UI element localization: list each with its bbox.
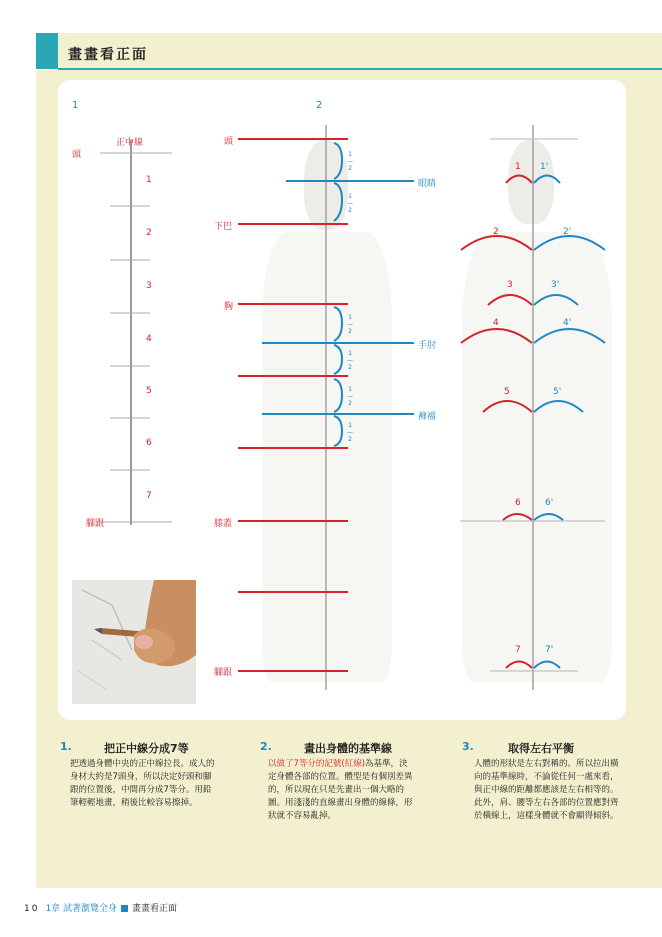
step-2-body-text: 為基準，決定身體各部的位置。體型是有個別差異的，所以現在只是先畫出一個大略的圖。用淺淺的直線畫出身體的線條，形狀就不容易亂掉。 xyxy=(268,759,413,821)
page-footer xyxy=(24,901,177,914)
fig1-label-head: 頭 xyxy=(72,150,82,160)
fig2-bracket-2 xyxy=(334,183,342,221)
fig2-bracket-6 xyxy=(334,416,342,446)
fig3-label-6: 6 xyxy=(515,498,521,508)
step-1-body: 把透過身體中央的正中線拉長。成人的身材大約是7頭身，所以決定好頭和腳跟的位置後，中間再分成7等分。用鉛筆輕輕地畫，稍後比較容易擦掉。 xyxy=(70,759,215,808)
step-2-body xyxy=(268,758,416,823)
fig3-arc-1-left xyxy=(506,176,532,184)
fig2-bracket-5 xyxy=(334,379,342,412)
fig1-div-3: 3 xyxy=(146,281,152,291)
fig3-arc-4-right xyxy=(534,329,605,343)
fig3-arc-3-left xyxy=(488,295,532,305)
fig3-arc-6-left xyxy=(503,514,532,520)
panel-number-1: 1 xyxy=(72,100,79,111)
fig3-label-5: 5 xyxy=(504,387,510,397)
fig1-div-7: 7 xyxy=(146,491,152,501)
footer-current-section: 畫畫看正面 xyxy=(132,904,178,914)
fig3-arc-2-right xyxy=(534,236,605,250)
fig1-label-heel: 腳跟 xyxy=(86,519,105,529)
fig3-arc-7-left xyxy=(506,662,532,669)
fig3-label-3p: 3' xyxy=(551,280,560,290)
fig3-label-7p: 7' xyxy=(545,645,554,655)
fig2-bracket-4 xyxy=(334,345,342,374)
fig2-label-chest: 胸 xyxy=(224,302,234,312)
fig2-bracket-3 xyxy=(334,307,342,341)
footer-square-icon xyxy=(121,905,128,912)
fig3-arc-1-right xyxy=(534,176,560,184)
fig2-fraction-5: 1 — 2 xyxy=(347,386,353,407)
fig2-label-heel: 腳跟 xyxy=(214,668,233,678)
page-title: 畫畫看正面 xyxy=(68,47,148,63)
fig1-div-4: 4 xyxy=(146,334,152,344)
panel-number-2: 2 xyxy=(316,100,323,111)
step-3-number: 3. xyxy=(462,740,474,753)
fig3-arc-6-right xyxy=(534,514,563,520)
step-1-title: 把正中線分成7等 xyxy=(104,742,189,755)
fig2-label-head: 頭 xyxy=(224,137,234,147)
fig3-arc-3-right xyxy=(534,295,578,305)
fig2-fraction-4: 1 — 2 xyxy=(347,350,353,371)
fig3-label-1: 1 xyxy=(515,162,521,172)
fig3-label-5p: 5' xyxy=(553,387,562,397)
step-3-body: 人體的形狀是左右對稱的。所以拉出橫向的基準線時，不論從任何一處來看，與正中線的距離都應該是左右相等的。此外，肩、腰等左右各部的位置應對齊於橫線上，這樣身體就不會顯得傾斜。 xyxy=(474,759,619,821)
fig3-label-4: 4 xyxy=(493,318,499,328)
fig2-label-knee: 膝蓋 xyxy=(214,519,233,529)
footer-chapter: 1章 試著瀏覽全身 xyxy=(45,904,118,914)
fig3-arc-7-right xyxy=(534,662,560,669)
fig3-label-2p: 2' xyxy=(563,227,572,237)
step-1-number: 1. xyxy=(60,740,72,753)
page-number: 10 xyxy=(24,904,40,914)
fig1-div-5: 5 xyxy=(146,386,152,396)
fig2-label-elbow: 手肘 xyxy=(418,341,437,351)
fig1-label-center-line: 正中線 xyxy=(116,138,144,148)
fig2-fraction-1: 1 — 2 xyxy=(347,151,353,172)
fig2-fraction-2: 1 — 2 xyxy=(347,193,353,214)
step-2-title: 畫出身體的基準線 xyxy=(304,742,392,755)
step-3-title: 取得左右平衡 xyxy=(508,742,574,755)
fig3-arc-4-left xyxy=(461,329,532,343)
fig3-label-4p: 4' xyxy=(563,318,572,328)
fig3-label-1p: 1' xyxy=(540,162,549,172)
fig1-div-6: 6 xyxy=(146,438,152,448)
fig1-div-2: 2 xyxy=(146,228,152,238)
fig3-label-2: 2 xyxy=(493,227,499,237)
step-2-body-highlight: 以做了7等分的記號(紅線) xyxy=(268,759,366,769)
fig2-label-chin: 下巴 xyxy=(214,222,233,232)
fig3-arc-2-left xyxy=(461,236,532,250)
fig2-fraction-6: 1 — 2 xyxy=(347,422,353,443)
fig2-fraction-3: 1 — 2 xyxy=(347,314,353,335)
fig2-label-eyes: 眼睛 xyxy=(418,179,437,189)
fig2-bracket-1 xyxy=(334,143,342,179)
fig3-label-7: 7 xyxy=(515,645,521,655)
fig2-label-crotch: 褲襠 xyxy=(418,412,437,422)
fig1-div-1: 1 xyxy=(146,175,152,185)
fig3-arc-5-left xyxy=(483,401,532,412)
fig3-label-3: 3 xyxy=(507,280,513,290)
fig3-arc-5-right xyxy=(534,401,583,412)
pencil-drawing-photo xyxy=(72,580,196,704)
fig3-label-6p: 6' xyxy=(545,498,554,508)
step-2-number: 2. xyxy=(260,740,272,753)
